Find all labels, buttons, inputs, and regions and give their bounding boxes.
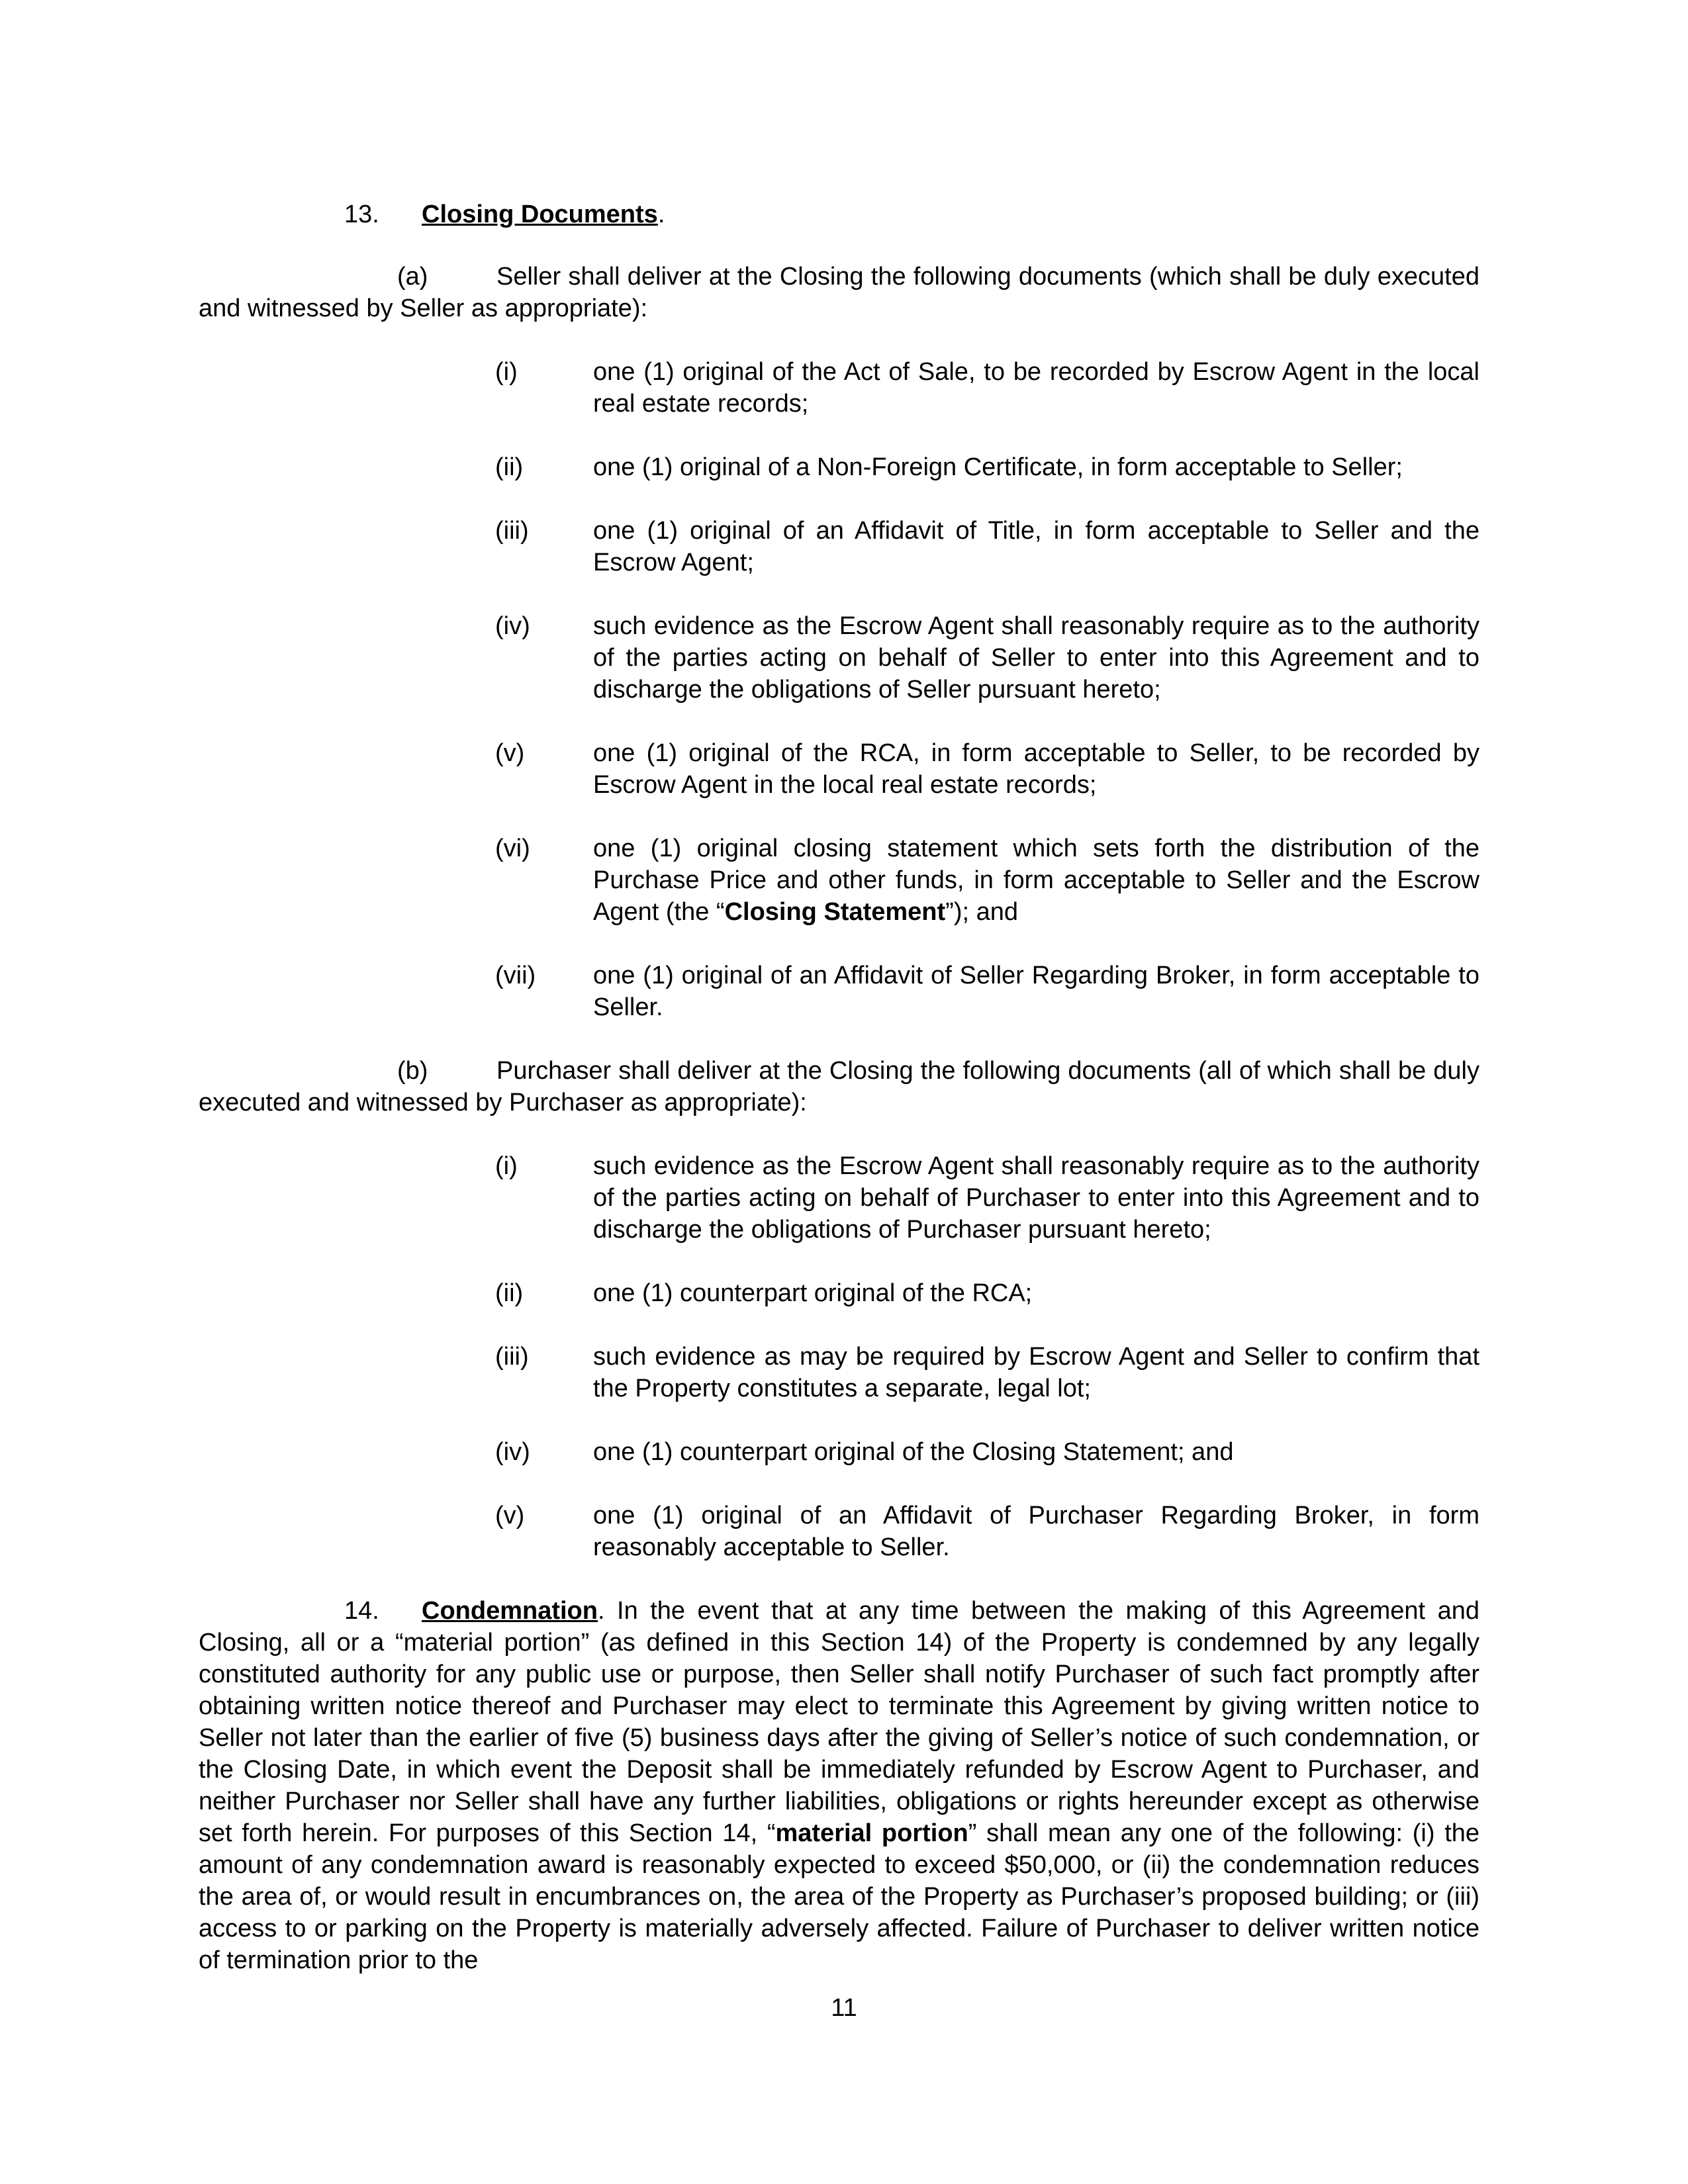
section-number: 14. <box>344 1597 379 1625</box>
page-number: 11 <box>831 1994 857 2022</box>
item-number: (iii) <box>495 517 529 545</box>
item-text: one (1) original of an Affidavit of Seller Regarding Broker, in form acceptable to Seller. <box>593 962 1479 1021</box>
item-number: (ii) <box>495 1279 524 1307</box>
item-number: (v) <box>495 739 525 767</box>
item-text: one (1) original of an Affidavit of Purchaser Regarding Broker, in form reasonably acceptable to Seller. <box>593 1502 1479 1561</box>
item-number: (iv) <box>495 612 530 640</box>
list-item <box>495 960 1479 1023</box>
list-item <box>495 1150 1479 1246</box>
paragraph-text: ” shall mean any one of the following: (i) the amount of any condemnation award is reasonably expected to exceed $50,000, or (ii) the condemnation reduces the area of, or would result in encumbrances on, the area of the Property as Purchaser’s proposed building; or (iii) access to or parking on the Property is materially adversely affected. Failure of Purchaser to deliver written notice of termination prior to the <box>199 1819 1480 1974</box>
item-text: one (1) counterpart original of the RCA; <box>593 1279 1033 1307</box>
section-title: Condemnation <box>422 1597 598 1625</box>
list-item <box>495 1277 1479 1309</box>
section-13-heading <box>344 199 665 230</box>
list-item <box>495 737 1479 801</box>
item-number: (vi) <box>495 835 530 862</box>
item-text: one (1) original of a Non-Foreign Certificate, in form acceptable to Seller; <box>593 453 1403 481</box>
item-text <box>593 833 1479 928</box>
paragraph-text: Seller shall deliver at the Closing the following documents (which shall be duly executed and witnessed by Seller as appropriate): <box>199 263 1479 322</box>
list-item <box>495 1500 1479 1563</box>
defined-term: Closing Statement <box>724 898 946 926</box>
section-number: 13. <box>344 201 379 228</box>
list-item <box>495 610 1479 705</box>
section-title-punct: . <box>657 201 665 228</box>
paragraph-text: . In the event that at any time between the making of this Agreement and Closing, all or a “material portion” (as defined in this Section 14) of the Property is condemned by any legally constituted authority for any public use or purpose, then Seller shall notify Purchaser of such fact promptly after obtaining written notice thereof and Purchaser may elect to terminate this Agreement by giving written notice to Seller not later than the earlier of five (5) business days after the giving of Seller’s notice of such condemnation, or the Closing Date, in which event the Deposit shall be immediately refunded by Escrow Agent to Purchaser, and neither Purchaser nor Seller shall have any further liabilities, obligations or rights hereunder except as otherwise set forth herein. For purposes of this Section 14, “ <box>199 1597 1479 1847</box>
paragraph-label: (b) <box>397 1057 428 1085</box>
list-item <box>495 833 1479 928</box>
item-number: (iii) <box>495 1343 529 1371</box>
list-item <box>495 451 1479 483</box>
item-text: such evidence as the Escrow Agent shall reasonably require as to the authority of the parties acting on behalf of Purchaser to enter into this Agreement and to discharge the obligations of Purchaser pursuant hereto; <box>593 1152 1479 1244</box>
section-title: Closing Documents <box>422 201 658 228</box>
item-text-part: one (1) original closing statement which sets forth the distribution of the Purchase Price and other funds, in form acceptable to Seller and the Escrow Agent (the “ <box>593 835 1479 926</box>
item-text: such evidence as may be required by Escrow Agent and Seller to confirm that the Property constitutes a separate, legal lot; <box>593 1343 1479 1402</box>
item-text: one (1) original of the RCA, in form acceptable to Seller, to be recorded by Escrow Agent in the local real estate records; <box>593 739 1479 799</box>
item-number: (i) <box>495 1152 518 1180</box>
item-number: (v) <box>495 1502 525 1529</box>
list-item <box>495 356 1479 420</box>
paragraph-a <box>199 261 1479 324</box>
paragraph-label: (a) <box>397 263 428 291</box>
item-number: (vii) <box>495 962 536 989</box>
list-item <box>495 1436 1479 1468</box>
item-text: such evidence as the Escrow Agent shall reasonably require as to the authority of the parties acting on behalf of Seller to enter into this Agreement and to discharge the obligations of Seller pursuant hereto; <box>593 612 1479 704</box>
item-text: one (1) original of an Affidavit of Title, in form acceptable to Seller and the Escrow Agent; <box>593 517 1479 576</box>
paragraph-b <box>199 1055 1479 1118</box>
item-number: (i) <box>495 358 518 386</box>
list-item <box>495 1341 1479 1404</box>
item-text: one (1) counterpart original of the Closing Statement; and <box>593 1438 1234 1466</box>
defined-term: material portion <box>775 1819 968 1847</box>
item-text-part: ”); and <box>945 898 1018 926</box>
item-text: one (1) original of the Act of Sale, to be recorded by Escrow Agent in the local real estate records; <box>593 358 1479 418</box>
paragraph-text: Purchaser shall deliver at the Closing the following documents (all of which shall be duly executed and witnessed by Purchaser as appropriate): <box>199 1057 1479 1116</box>
section-14-paragraph <box>199 1595 1479 1976</box>
item-number: (ii) <box>495 453 524 481</box>
list-item <box>495 515 1479 578</box>
item-number: (iv) <box>495 1438 530 1466</box>
